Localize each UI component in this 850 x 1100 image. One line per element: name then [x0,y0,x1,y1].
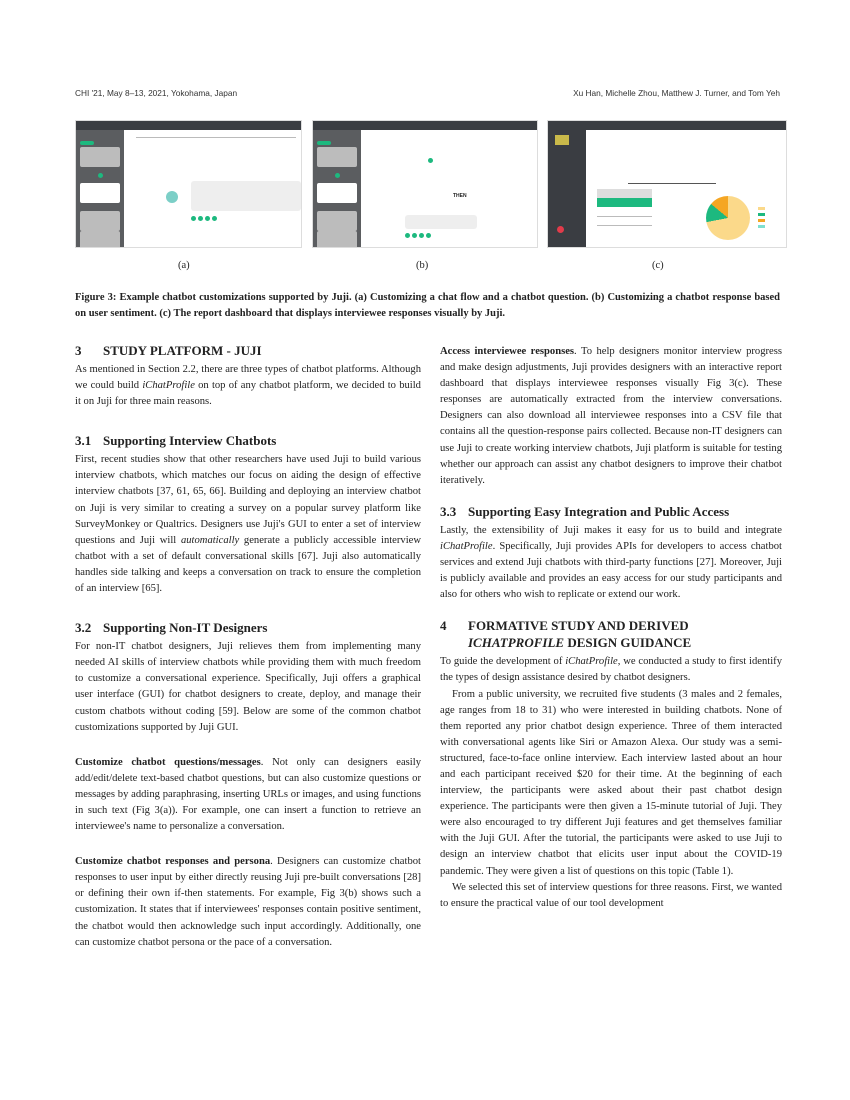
pie-chart [706,196,750,240]
text-run: For non-IT chatbot designers, Juji relieves them from implementing many needed AI skills of interview chatbots while providing them with much freedom to customize a conversational experience. Specifically, Juji offers a graphical user interface (GUI) for chatbot designers to create, deploy, and manage their custom chatbots without coding [59]. Below are some of the common chatbot customizations supported by Juji GUI. [75,641,421,733]
emphasis-text: iChatProfile [142,380,195,392]
paragraph-p4c [440,880,782,912]
running-header-venue: CHI '21, May 8–13, 2021, Yokohama, Japan [75,88,238,98]
text-run: on top of any chatbot platform, we decided to build it on Juji for three main reasons. [75,380,421,408]
panel-label-a: (a) [178,260,190,271]
paragraph-p32 [75,639,421,736]
emphasis-text: iChatProfile [440,540,493,552]
emphasis-text: automatically [180,534,240,546]
customize-responses-paragraph [75,854,421,951]
text-run: Lastly, the extensibility of Juji makes it easy for us to build and integrate [440,524,782,536]
panel-b-then-label: THEN [453,193,467,199]
paragraph-p33 [440,523,782,603]
section-3-heading: 3 STUDY PLATFORM - JUJI [75,343,262,358]
paragraph-p31 [75,452,421,597]
left-column [75,342,421,951]
panel-label-b: (b) [416,260,429,271]
text-run: . Not only can designers easily add/edit/delete text-based chatbot questions, but can also customize questions or messages by adding paraphrasing, inserting URLs or images, and using functions in such text (Fig 3(a)). For example, one can insert a function to retrieve an interviewee's name to personalize a conversation. [75,756,421,833]
panel-label-c: (c) [652,260,664,271]
run-in-heading: Customize chatbot responses and persona [75,856,271,868]
emphasis-text: iChatProfile [565,656,618,668]
section-4-body [440,654,782,912]
text-run: First, recent studies show that other researchers have used Juji to build various interview chatbots, which matches our focus on aiding the design of effective interview chatbots [37, 61, 65, 66]. Building and deploying an interview chatbot on Juji is very similar to creating a survey on a popular survey platform like SurveyMonkey or Qualtrics. Designers use Juji's GUI to enter a set of interview questions and Juji will [75,454,421,546]
figure-panel-c-screenshot [547,120,787,248]
paragraph-p32d [440,344,782,489]
figure-panel-b-screenshot [312,120,538,248]
section-3-3-body [440,523,782,603]
section-4-heading: 4 FORMATIVE STUDY AND DERIVED ICHATPROFILE DESIGN GUIDANCE [440,618,692,651]
paragraph-p4b [440,687,782,880]
text-run: . To help designers monitor interview progress and make design adjustments, Juji provides designers with an interactive report dashboard that displays interviewee responses visually Fig 3(c). These responses are automatically extracted from the interview conversations. Designers can also download all interviewee responses into a CSV file that contains all the question-response pairs collected. Because non-IT designers can use Juji to create working interview chatbots, Juji platform is suitable for testing whether our approach can assist any chatbot designers to improve their chatbot iteratively. [440,346,782,486]
section-3-intro [75,362,421,410]
paragraph-p32c [75,854,421,951]
right-column [440,344,782,912]
text-run: generate a publicly accessible interview chatbot with a set of default conversational skills [67]. Juji also automatically handles side talking and keeps a conversation on track to ensure the completion of an interview [65]. [75,534,422,595]
section-3-1-body [75,452,421,597]
section-3-3-heading: 3.3 Supporting Easy Integration and Public Access [440,503,730,519]
customize-questions-paragraph [75,755,421,835]
text-run: From a public university, we recruited five students (3 males and 2 females, age ranges from 18 to 31) who were interested in building chatbots. None of them reported any prior chatbot design experience. Three of them interacted with conversational agents like Siri or Amazon Alexa. Our study was a semi-structured, face-to-face online interview. Each interview lasted about an hour and each participant received $20 for their time. At the beginning of each interview, the participants were asked about their past chatbot design experience. The participants were then given a 15-minute tutorial of Juji. They were also encouraged to try different Juji features and get themselves familiar with the Juji GUI. After the tutorial, the participants were asked to use Juji to design an interview chatbot that elicits user input about the COVID-19 pandemic. They were given a list of questions on this topic (Table 1). [440,688,782,877]
figure-panel-a-screenshot [75,120,302,248]
text-run: . Designers can customize chatbot responses to user input by either directly reusing Juji pre-built conversations [28] or defining their own if-then statements. For example, Fig 3(b) shows such a customization. It states that if interviewees' responses contain positive sentiment, the chatbot would then acknowledge such input accordingly. Additionally, one can customize chatbot persona or the pace of a conversation. [75,856,421,948]
text-run: . Specifically, Juji provides APIs for developers to access chatbot services and extend Juji chatbots with third-party functions [27]. Moreover, Juji is publicly available and provides an easy access for our study participants and also for others who wish to replicate or extend our work. [440,540,782,601]
paragraph-p4a [440,654,782,686]
text-run: , we conducted a study to first identify the types of design assistance desired by chatbot designers. [440,656,782,684]
section-3-1-heading: 3.1 Supporting Interview Chatbots [75,433,277,449]
run-in-heading: Access interviewee responses [440,346,575,357]
run-in-heading: Customize chatbot questions/messages [75,756,261,768]
running-header-authors: Xu Han, Michelle Zhou, Matthew J. Turner, and Tom Yeh [573,88,780,98]
text-run: As mentioned in Section 2.2, there are three types of chatbot platforms. Although we could build [75,364,421,392]
figure-caption: Figure 3: Example chatbot customizations supported by Juji. (a) Customizing a chat flow and a chatbot question. (b) Customizing a chatbot response based on user sentiment. (c) The report dashboard that displays interviewee responses visually by Juji. [75,292,780,319]
section-3-2-body [75,639,421,736]
text-run: We selected this set of interview questions for three reasons. First, we wanted to ensure the practical value of our tool development [440,881,782,909]
text-run: To guide the development of [440,656,566,668]
section-3-2-heading: 3.2 Supporting Non-IT Designers [75,620,268,636]
access-responses-paragraph [440,344,782,489]
paragraph-p3 [75,362,421,410]
paragraph-p32b [75,755,421,835]
